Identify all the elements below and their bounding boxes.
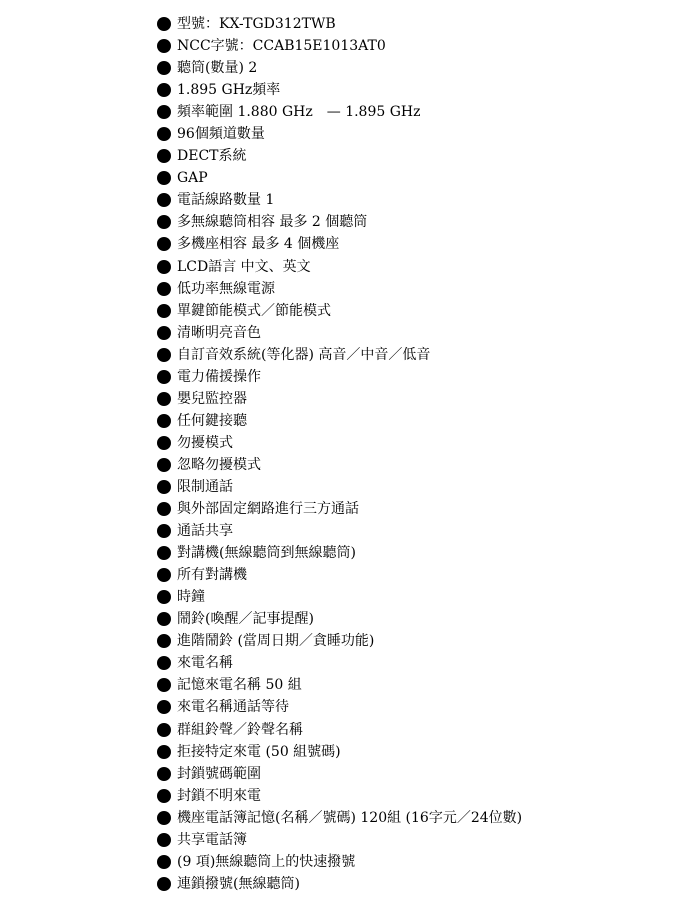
spec-text: NCC字號：CCAB15E1013AT0: [177, 38, 386, 55]
bullet-icon: [157, 458, 171, 472]
bullet-icon: [157, 678, 171, 692]
bullet-icon: [157, 767, 171, 781]
spec-text: 對講機(無線聽筒到無線聽筒): [177, 545, 356, 562]
spec-text: 聽筒(數量) 2: [177, 60, 258, 77]
bullet-icon: [157, 39, 171, 53]
spec-item: [157, 630, 522, 652]
spec-text: 群組鈴聲／鈴聲名稱: [177, 721, 303, 738]
spec-item: [157, 741, 522, 763]
bullet-icon: [157, 392, 171, 406]
spec-text: 時鐘: [177, 589, 205, 606]
bullet-icon: [157, 83, 171, 97]
spec-text: 頻率範圍 1.880 GHz — 1.895 GHz: [177, 104, 421, 121]
spec-text: 電力備援操作: [177, 368, 261, 385]
bullet-icon: [157, 215, 171, 229]
spec-item: [157, 211, 522, 233]
spec-item: [157, 35, 522, 57]
spec-text: 封鎖不明來電: [177, 787, 261, 804]
spec-item: [157, 476, 522, 498]
spec-text: 任何鍵接聽: [177, 412, 247, 429]
bullet-icon: [157, 877, 171, 891]
bullet-icon: [157, 348, 171, 362]
spec-text: 機座電話簿記憶(名稱／號碼) 120組 (16字元／24位數): [177, 809, 523, 826]
spec-text: 嬰兒監控器: [177, 390, 247, 407]
spec-item: [157, 498, 522, 520]
spec-item: [157, 366, 522, 388]
spec-text: 忽略勿擾模式: [177, 456, 261, 473]
spec-text: 勿擾模式: [177, 434, 233, 451]
spec-item: [157, 388, 522, 410]
spec-text: 自訂音效系統(等化器) 高音／中音／低音: [177, 346, 431, 363]
spec-text: 低功率無線電源: [177, 280, 275, 297]
spec-text: 共享電話簿: [177, 831, 247, 848]
spec-text: DECT系統: [177, 148, 247, 165]
spec-item: [157, 696, 522, 718]
bullet-icon: [157, 502, 171, 516]
spec-text: 1.895 GHz頻率: [177, 82, 281, 99]
spec-item: [157, 167, 522, 189]
spec-item: [157, 807, 522, 829]
spec-text: 通話共享: [177, 523, 233, 540]
spec-item: [157, 79, 522, 101]
spec-list: [157, 13, 522, 895]
spec-item: [157, 256, 522, 278]
bullet-icon: [157, 811, 171, 825]
bullet-icon: [157, 480, 171, 494]
bullet-icon: [157, 590, 171, 604]
bullet-icon: [157, 149, 171, 163]
bullet-icon: [157, 304, 171, 318]
spec-item: [157, 763, 522, 785]
spec-text: 封鎖號碼範圍: [177, 765, 261, 782]
bullet-icon: [157, 61, 171, 75]
spec-item: [157, 454, 522, 476]
spec-text: 與外部固定網路進行三方通話: [177, 501, 359, 518]
spec-text: 多無線聽筒相容 最多 2 個聽筒: [177, 214, 368, 231]
spec-item: [157, 542, 522, 564]
bullet-icon: [157, 656, 171, 670]
bullet-icon: [157, 723, 171, 737]
bullet-icon: [157, 237, 171, 251]
spec-text: 單鍵節能模式／節能模式: [177, 302, 331, 319]
bullet-icon: [157, 326, 171, 340]
spec-text: 來電名稱: [177, 655, 233, 672]
spec-text: 清晰明亮音色: [177, 324, 261, 341]
bullet-icon: [157, 171, 171, 185]
bullet-icon: [157, 414, 171, 428]
spec-text: 限制通話: [177, 479, 233, 495]
bullet-icon: [157, 436, 171, 450]
bullet-icon: [157, 612, 171, 626]
spec-item: [157, 829, 522, 851]
bullet-icon: [157, 17, 171, 31]
spec-item: [157, 322, 522, 344]
spec-text: 進階鬧鈴 (當周日期／貪睡功能): [177, 633, 375, 650]
spec-text: 拒接特定來電 (50 組號碼): [177, 743, 341, 760]
spec-text: 電話線路數量 1: [177, 192, 275, 209]
spec-text: 來電名稱通話等待: [177, 699, 289, 716]
spec-text: LCD語言 中文、英文: [177, 258, 311, 275]
spec-item: [157, 719, 522, 741]
bullet-icon: [157, 634, 171, 648]
spec-item: [157, 57, 522, 79]
bullet-icon: [157, 260, 171, 274]
spec-item: [157, 608, 522, 630]
spec-text: 96個頻道數量: [177, 126, 265, 143]
bullet-icon: [157, 127, 171, 141]
bullet-icon: [157, 833, 171, 847]
bullet-icon: [157, 370, 171, 384]
spec-text: GAP: [177, 170, 208, 187]
bullet-icon: [157, 745, 171, 759]
spec-item: [157, 278, 522, 300]
spec-item: [157, 851, 522, 873]
spec-text: 所有對講機: [177, 567, 247, 584]
spec-text: 連鎖撥號(無線聽筒): [177, 875, 300, 892]
spec-item: [157, 101, 522, 123]
spec-text: 鬧鈴(喚醒／記事提醒): [177, 611, 314, 628]
spec-text: 記憶來電名稱 50 組: [177, 677, 302, 694]
bullet-icon: [157, 193, 171, 207]
spec-item: [157, 410, 522, 432]
spec-item: [157, 674, 522, 696]
spec-item: [157, 652, 522, 674]
spec-item: [157, 564, 522, 586]
spec-item: [157, 586, 522, 608]
spec-text: 多機座相容 最多 4 個機座: [177, 236, 340, 253]
spec-item: [157, 145, 522, 167]
bullet-icon: [157, 700, 171, 714]
spec-item: [157, 189, 522, 211]
spec-text: (9 項)無線聽筒上的快速撥號: [177, 853, 356, 870]
spec-item: [157, 13, 522, 35]
bullet-icon: [157, 105, 171, 119]
bullet-icon: [157, 855, 171, 869]
spec-item: [157, 300, 522, 322]
bullet-icon: [157, 524, 171, 538]
bullet-icon: [157, 282, 171, 296]
spec-item: [157, 123, 522, 145]
spec-item: [157, 873, 522, 895]
spec-item: [157, 233, 522, 255]
spec-text: 型號：KX-TGD312TWB: [177, 16, 336, 33]
spec-item: [157, 520, 522, 542]
bullet-icon: [157, 546, 171, 560]
bullet-icon: [157, 568, 171, 582]
spec-item: [157, 344, 522, 366]
bullet-icon: [157, 789, 171, 803]
spec-item: [157, 432, 522, 454]
spec-item: [157, 785, 522, 807]
